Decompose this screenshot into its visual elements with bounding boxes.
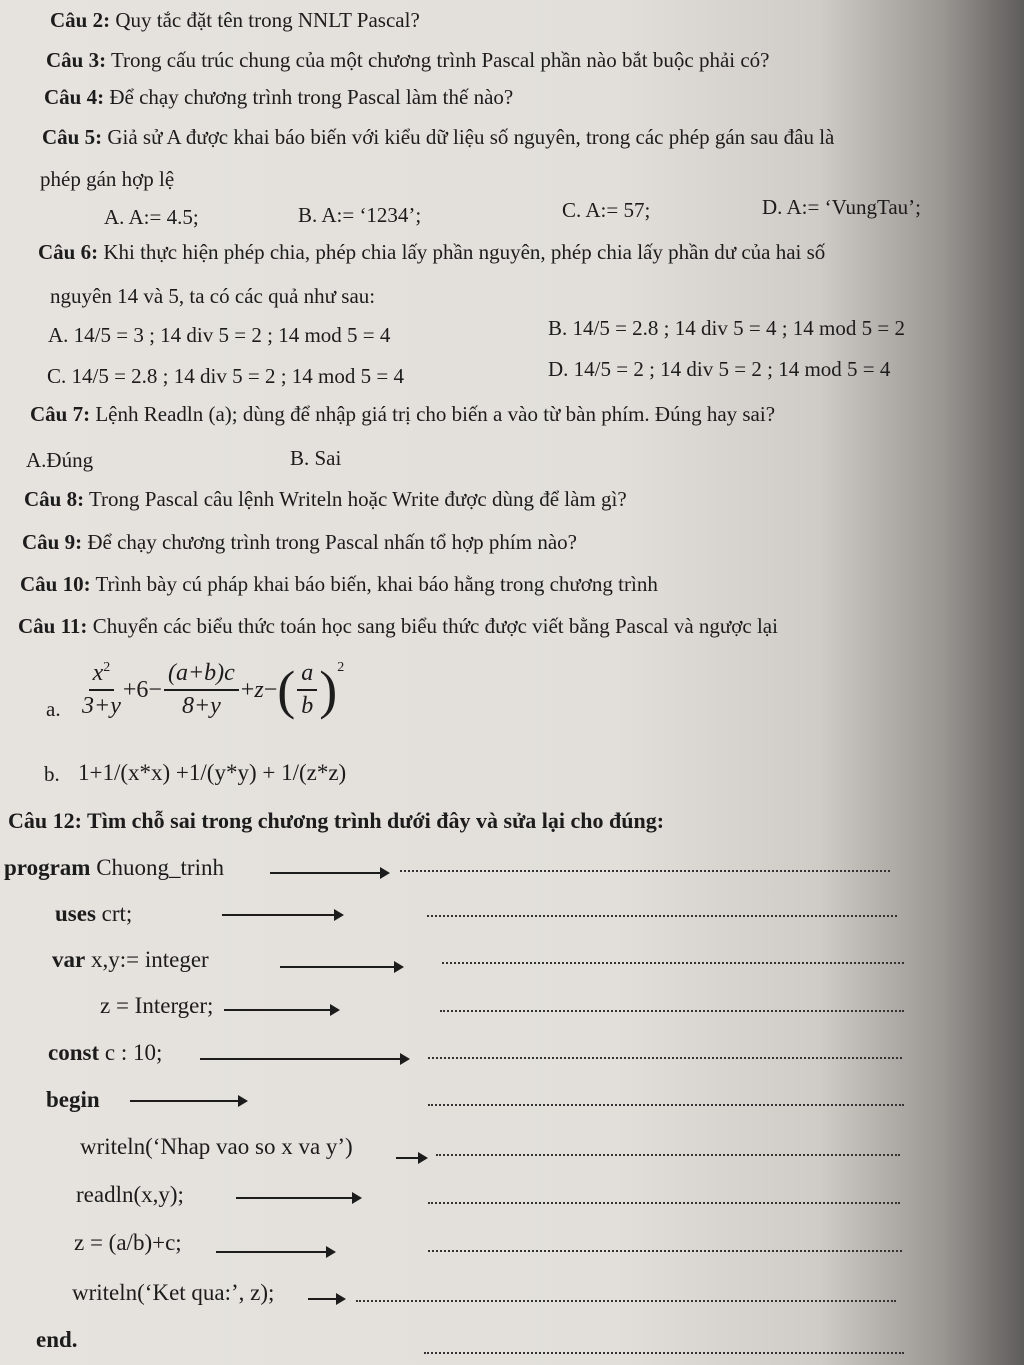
answer-line	[428, 1104, 904, 1106]
q6-option-d: D. 14/5 = 2 ; 14 div 5 = 2 ; 14 mod 5 = 4	[548, 357, 891, 381]
code-line-10: writeln(‘Ket qua:’, z);	[72, 1280, 275, 1305]
code-line-1: program Chuong_trinh	[4, 855, 224, 880]
code-line-9: z = (a/b)+c;	[74, 1230, 182, 1255]
code-line-4: z = Interger;	[100, 993, 214, 1018]
answer-line	[356, 1300, 896, 1302]
q11-b-expression: 1+1/(x*x) +1/(y*y) + 1/(z*z)	[78, 760, 347, 785]
q5-option-a: A. A:= 4.5;	[104, 205, 199, 229]
question-5-cont: phép gán hợp lệ	[40, 167, 175, 191]
question-5: Câu 5: Giả sử A được khai báo biến với kiểu dữ liệu số nguyên, trong các phép gán sau đâu là	[42, 125, 835, 149]
arrow-icon	[270, 872, 388, 874]
question-11: Câu 11: Chuyển các biểu thức toán học sang biểu thức được viết bằng Pascal và ngược lại	[18, 614, 778, 638]
code-line-7: writeln(‘Nhap vao so x va y’)	[80, 1134, 353, 1159]
q5-option-c: C. A:= 57;	[562, 198, 651, 222]
question-8: Câu 8: Trong Pascal câu lệnh Writeln hoặc Write được dùng để làm gì?	[24, 487, 627, 511]
q6-option-b: B. 14/5 = 2.8 ; 14 div 5 = 4 ; 14 mod 5 = 2	[548, 316, 905, 340]
question-3: Câu 3: Trong cấu trúc chung của một chương trình Pascal phần nào bắt buộc phải có?	[46, 48, 770, 72]
code-line-11: end.	[36, 1327, 78, 1352]
question-2: Câu 2: Quy tắc đặt tên trong NNLT Pascal?	[50, 8, 420, 32]
arrow-icon	[216, 1251, 334, 1253]
q6-option-a: A. 14/5 = 3 ; 14 div 5 = 2 ; 14 mod 5 = 4	[48, 323, 391, 347]
code-line-5: const c : 10;	[48, 1040, 163, 1065]
code-line-2: uses crt;	[55, 901, 133, 926]
answer-line	[428, 1057, 902, 1059]
code-line-8: readln(x,y);	[76, 1182, 184, 1207]
arrow-icon	[130, 1100, 246, 1102]
q5-option-b: B. A:= ‘1234’;	[298, 203, 422, 227]
answer-line	[436, 1154, 900, 1156]
code-line-3: var x,y:= integer	[52, 947, 209, 972]
arrow-icon	[236, 1197, 360, 1199]
q11-a-expression: $\frac{x^2}{3+y}$ +6− $\frac{(a+b)c}{8+y}$ + z − ( $\frac{a}{b}$ ) $^2$	[82, 660, 345, 720]
arrow-icon	[308, 1298, 344, 1300]
q7-option-b: B. Sai	[290, 446, 342, 470]
answer-line	[427, 915, 897, 917]
answer-line	[440, 1010, 904, 1012]
arrow-icon	[396, 1157, 426, 1159]
question-7: Câu 7: Lệnh Readln (a); dùng để nhập giá trị cho biến a vào từ bàn phím. Đúng hay sai?	[30, 402, 776, 426]
q11-a-label: a.	[46, 697, 61, 721]
arrow-icon	[222, 914, 342, 916]
q5-option-d: D. A:= ‘VungTau’;	[762, 195, 922, 219]
code-line-6: begin	[46, 1087, 100, 1112]
answer-line	[400, 870, 890, 872]
arrow-icon	[280, 966, 402, 968]
q11-b-label: b.	[44, 762, 60, 786]
answer-line	[424, 1352, 904, 1354]
q7-option-a: A.Đúng	[26, 448, 94, 472]
question-4: Câu 4: Để chạy chương trình trong Pascal làm thế nào?	[44, 85, 514, 109]
question-12: Câu 12: Tìm chỗ sai trong chương trình dưới đây và sửa lại cho đúng:	[8, 808, 665, 833]
question-10: Câu 10: Trình bày cú pháp khai báo biến, khai báo hằng trong chương trình	[20, 572, 658, 596]
answer-line	[428, 1202, 900, 1204]
question-9: Câu 9: Để chạy chương trình trong Pascal nhấn tổ hợp phím nào?	[22, 530, 577, 554]
answer-line	[442, 962, 904, 964]
question-6: Câu 6: Khi thực hiện phép chia, phép chia lấy phần nguyên, phép chia lấy phần dư của hai số	[38, 240, 826, 264]
arrow-icon	[224, 1009, 338, 1011]
arrow-icon	[200, 1058, 408, 1060]
answer-line	[428, 1250, 902, 1252]
question-6-cont: nguyên 14 và 5, ta có các quả như sau:	[50, 284, 376, 308]
q6-option-c: C. 14/5 = 2.8 ; 14 div 5 = 2 ; 14 mod 5 = 4	[47, 364, 404, 388]
